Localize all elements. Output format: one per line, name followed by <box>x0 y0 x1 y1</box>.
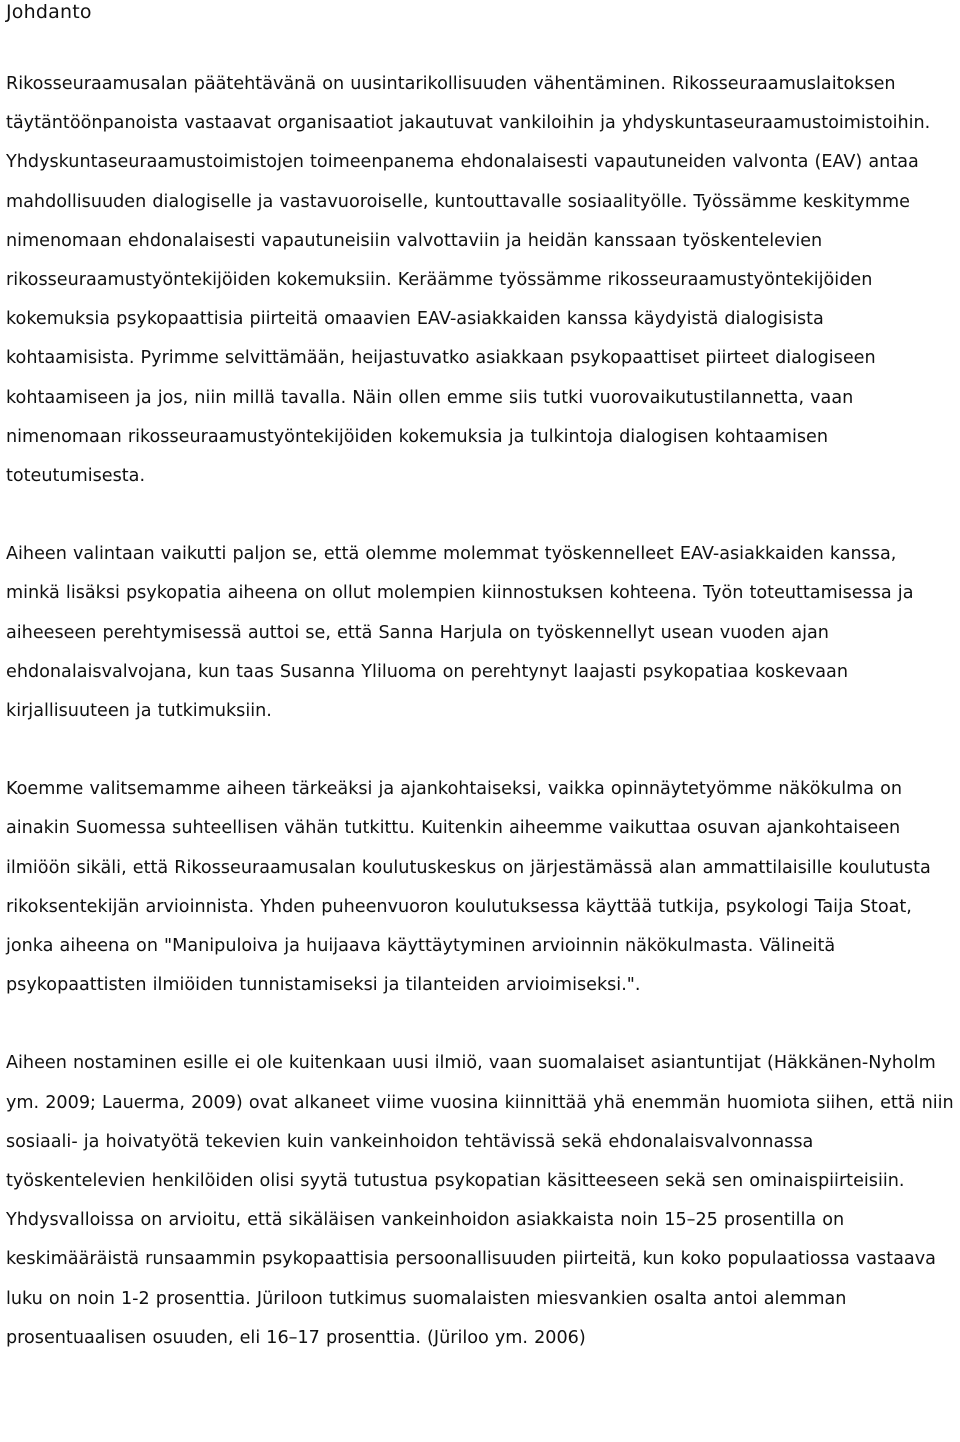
paragraph-4: Aiheen nostaminen esille ei ole kuitenkaan uusi ilmiö, vaan suomalaiset asiantuntijat (Häkkänen-Nyholm ym. 2009; Lauerma, 2009) ovat alkaneet viime vuosina kiinnittää yhä enemmän huomiota siihen, että niin sosiaali- ja hoivatyötä tekevien kuin vankeinhoidon tehtävissä sekä ehdonalaisvalvonnassa työskentelevien henkilöiden olisi syytä tutustua psykopatian käsitteeseen sekä sen ominaispiirteisiin. Yhdysvalloissa on arvioitu, että sikäläisen vankeinhoidon asiakkaista noin 15–25 prosentilla on keskimääräistä runsaammin psykopaattisia persoonallisuuden piirteitä, kun koko populaatiossa vastaava luku on noin 1-2 prosenttia. Jüriloon tutkimus suomalaisten miesvankien osalta antoi alemman prosentuaalisen osuuden, eli 16–17 prosenttia. (Jüriloo ym. 2006) <box>6 1053 954 1348</box>
section-heading: Johdanto <box>6 1 92 23</box>
document-page <box>6 0 956 1358</box>
paragraph-1: Rikosseuraamusalan päätehtävänä on uusintarikollisuuden vähentäminen. Rikosseuraamuslaitoksen täytäntöönpanoista vastaavat organisaatiot jakautuvat vankiloihin ja yhdyskuntaseuraamustoimistoihin. Yhdyskuntaseuraamustoimistojen toimeenpanema ehdonalaisesti vapautuneiden valvonta (EAV) antaa mahdollisuuden dialogiselle ja vastavuoroiselle, kuntouttavalle sosiaalityölle. Työssämme keskitymme nimenomaan ehdonalaisesti vapautuneisiin valvottaviin ja heidän kanssaan työskentelevien rikosseuraamustyöntekijöiden kokemuksiin. Keräämme työssämme rikosseuraamustyöntekijöiden kokemuksia psykopaattisia piirteitä omaavien EAV-asiakkaiden kanssa käydyistä dialogisista kohtaamisista. Pyrimme selvittämään, heijastuvatko asiakkaan psykopaattiset piirteet dialogiseen kohtaamiseen ja jos, niin millä tavalla. Näin ollen emme siis tutki vuorovaikutustilannetta, vaan nimenomaan rikosseuraamustyöntekijöiden kokemuksia ja tulkintoja dialogisen kohtaamisen toteutumisesta. <box>6 74 931 487</box>
paragraph-2: Aiheen valintaan vaikutti paljon se, että olemme molemmat työskennelleet EAV-asiakkaiden kanssa, minkä lisäksi psykopatia aiheena on ollut molempien kiinnostuksen kohteena. Työn toteuttamisessa ja aiheeseen perehtymisessä auttoi se, että Sanna Harjula on työskennellyt usean vuoden ajan ehdonalaisvalvojana, kun taas Susanna Yliluoma on perehtynyt laajasti psykopatiaa koskevaan kirjallisuuteen ja tutkimuksiin. <box>6 544 914 722</box>
paragraph-3: Koemme valitsemamme aiheen tärkeäksi ja ajankohtaiseksi, vaikka opinnäytetyömme näkökulma on ainakin Suomessa suhteellisen vähän tutkittu. Kuitenkin aiheemme vaikuttaa osuvan ajankohtaiseen ilmiöön sikäli, että Rikosseuraamusalan koulutuskeskus on järjestämässä alan ammattilaisille koulutusta rikoksentekijän arvioinnista. Yhden puheenvuoron koulutuksessa käyttää tutkija, psykologi Taija Stoat, jonka aiheena on "Manipuloiva ja huijaava käyttäytyminen arvioinnin näkökulmasta. Välineitä psykopaattisten ilmiöiden tunnistamiseksi ja tilanteiden arvioimiseksi.". <box>6 779 931 996</box>
